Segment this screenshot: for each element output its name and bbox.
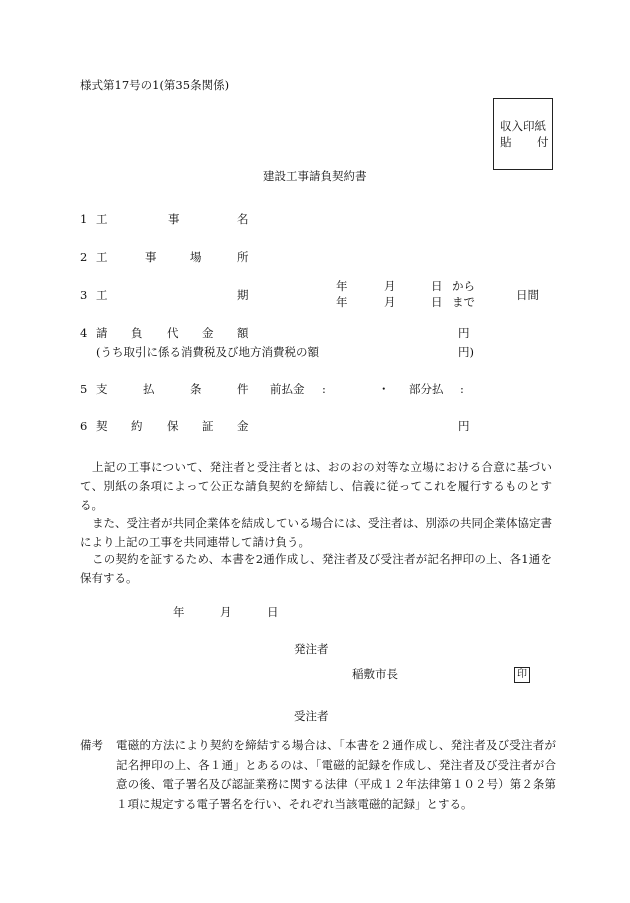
remarks-label: 備考 bbox=[80, 738, 103, 752]
end-day-label: 日 bbox=[431, 295, 443, 309]
orderer-label: 発注者 bbox=[294, 642, 329, 656]
contract-amount-yen: 円 bbox=[458, 326, 470, 340]
start-day-label: 日 bbox=[431, 279, 443, 293]
item-1-number: 1 bbox=[80, 212, 88, 226]
item-5-label-char: 条 bbox=[190, 382, 202, 396]
end-year-label: 年 bbox=[336, 295, 348, 309]
item-6-label-char: 保 bbox=[167, 419, 179, 433]
form-number-label: 様式第17号の1(第35条関係) bbox=[80, 78, 230, 92]
item-6-label-char: 契 bbox=[96, 419, 108, 433]
date-month-label: 月 bbox=[220, 605, 232, 619]
consumption-tax-label: (うち取引に係る消費税及び地方消費税の額 bbox=[96, 345, 319, 359]
item-2-number: 2 bbox=[80, 250, 88, 264]
separator-dot: ・ bbox=[378, 382, 390, 396]
orderer-name: 稲敷市長 bbox=[352, 667, 398, 681]
paragraph-agreement: 上記の工事について、発注者と受注者とは、おのおの対等な立場における合意に基づいて、別紙の条項によって公正な請負契約を締結し、信義に従ってこれを履行するものとする。 bbox=[80, 460, 552, 512]
date-day-label: 日 bbox=[267, 605, 279, 619]
item-3-number: 3 bbox=[80, 288, 88, 302]
item-1-label-char: 事 bbox=[168, 212, 180, 226]
consumption-tax-yen: 円) bbox=[458, 345, 474, 359]
item-4-label-char: 代 bbox=[167, 326, 179, 340]
item-2-label-char: 所 bbox=[237, 250, 249, 264]
item-1-label-char: 工 bbox=[96, 212, 108, 226]
item-4-label-char: 額 bbox=[237, 326, 249, 340]
item-4-label-char: 負 bbox=[131, 326, 143, 340]
item-5-label-char: 件 bbox=[237, 382, 249, 396]
paragraph-copies: この契約を証するため、本書を2通作成し、発注者及び受注者が記名押印の上、各1通を保有する。 bbox=[80, 552, 552, 585]
partial-payment-colon: : bbox=[460, 382, 464, 396]
partial-payment-label: 部分払 bbox=[409, 382, 444, 396]
item-1-label-char: 名 bbox=[237, 212, 249, 226]
item-5-number: 5 bbox=[80, 382, 88, 396]
item-6-label-char: 金 bbox=[237, 419, 249, 433]
start-year-label: 年 bbox=[336, 279, 348, 293]
stamp-label-line1: 収入印紙 bbox=[500, 119, 546, 133]
to-label: まで bbox=[452, 295, 475, 309]
stamp-label-line2-right: 付 bbox=[537, 135, 549, 149]
seal-mark: 印 bbox=[514, 667, 530, 683]
date-year-label: 年 bbox=[173, 605, 185, 619]
start-month-label: 月 bbox=[384, 279, 396, 293]
revenue-stamp-box bbox=[493, 98, 553, 170]
guarantee-yen: 円 bbox=[458, 419, 470, 433]
item-6-number: 6 bbox=[80, 419, 88, 433]
item-2-label-char: 工 bbox=[96, 250, 108, 264]
item-3-label-char: 期 bbox=[237, 288, 249, 302]
item-6-label-char: 約 bbox=[131, 419, 143, 433]
item-2-label-char: 場 bbox=[190, 250, 202, 264]
paragraph-joint-venture: また、受注者が共同企業体を結成している場合には、受注者は、別添の共同企業体協定書により上記の工事を共同連帯して請け負う。 bbox=[80, 516, 552, 549]
item-3-label-char: 工 bbox=[96, 288, 108, 302]
item-5-label-char: 払 bbox=[143, 382, 155, 396]
item-4-number: 4 bbox=[80, 326, 88, 340]
contractor-label: 受注者 bbox=[294, 709, 329, 723]
advance-payment-label: 前払金 bbox=[270, 382, 305, 396]
remarks-text: 電磁的方法により契約を締結する場合は、「本書を２通作成し、発注者及び受注者が記名押印の上、各１通」とあるのは、「電磁的記録を作成し、発注者及び受注者が合意の後、電子署名及び認証業務に関する法律（平成１２年法律第１０２号）第２条第１項に規定する電子署名を行い、それぞれ当該電磁的記録」とする。 bbox=[116, 738, 556, 811]
end-month-label: 月 bbox=[384, 295, 396, 309]
from-label: から bbox=[452, 279, 475, 293]
advance-payment-colon: : bbox=[322, 382, 326, 396]
item-4-label-char: 請 bbox=[96, 326, 108, 340]
item-6-label-char: 証 bbox=[202, 419, 214, 433]
item-5-label-char: 支 bbox=[96, 382, 108, 396]
stamp-label-line2-left: 貼 bbox=[500, 135, 512, 149]
item-4-label-char: 金 bbox=[202, 326, 214, 340]
document-title: 建設工事請負契約書 bbox=[263, 169, 367, 183]
duration-days-label: 日間 bbox=[516, 288, 539, 302]
item-2-label-char: 事 bbox=[145, 250, 157, 264]
